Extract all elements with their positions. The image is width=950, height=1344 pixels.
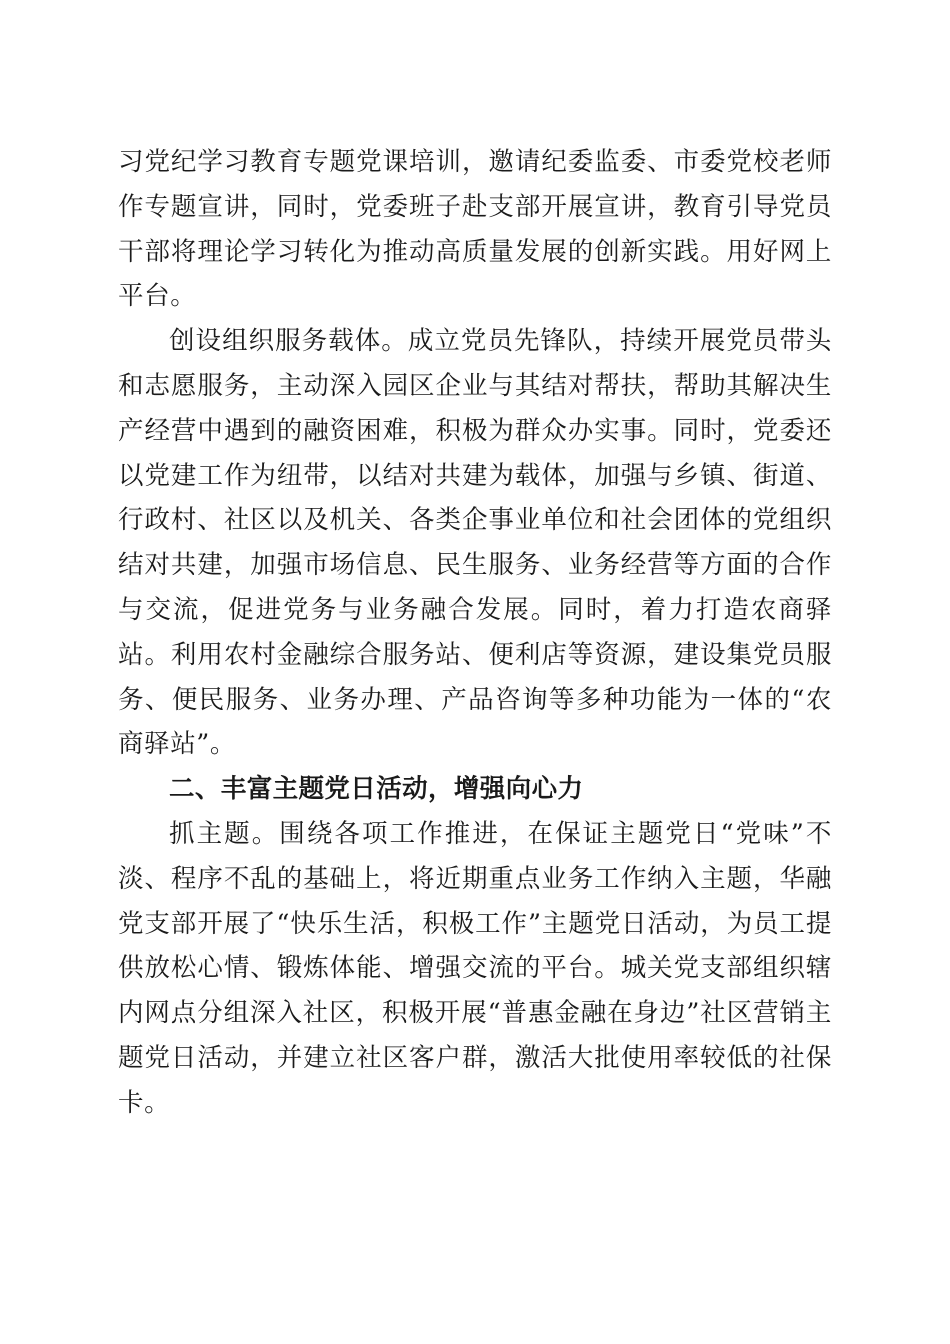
- section-heading: 二、丰富主题党日活动，增强向心力: [169, 774, 584, 805]
- paragraph-theme-activity: 抓主题。围绕各项工作推进，在保证主题党日“党味”不淡、程序不乱的基础上，将近期重点业务工作纳入主题，华融党支部开展了“快乐生活，积极工作”主题党日活动，为员工提供放松心情、锻炼体能、增强交流的平台。城关党支部组织辖内网点分组深入社区，积极开展“普惠金融在身边”社区营销主题党日活动，并建立社区客户群，激活大批使用率较低的社保卡。: [118, 818, 832, 1118]
- document-page: [118, 140, 832, 1126]
- paragraph-continued: 习党纪学习教育专题党课培训，邀请纪委监委、市委党校老师作专题宣讲，同时，党委班子赴支部开展宣讲，教育引导党员干部将理论学习转化为推动高质量发展的创新实践。用好网上平台。: [118, 147, 832, 312]
- paragraph-organization-service: 创设组织服务载体。成立党员先锋队，持续开展党员带头和志愿服务，主动深入园区企业与其结对帮扶，帮助其解决生产经营中遇到的融资困难，积极为群众办实事。同时，党委还以党建工作为纽带，以结对共建为载体，加强与乡镇、街道、行政村、社区以及机关、各类企事业单位和社会团体的党组织结对共建，加强市场信息、民生服务、业务经营等方面的合作与交流，促进党务与业务融合发展。同时，着力打造农商驿站。利用农村金融综合服务站、便利店等资源，建设集党员服务、便民服务、业务办理、产品咨询等多种功能为一体的“农商驿站”。: [118, 326, 832, 760]
